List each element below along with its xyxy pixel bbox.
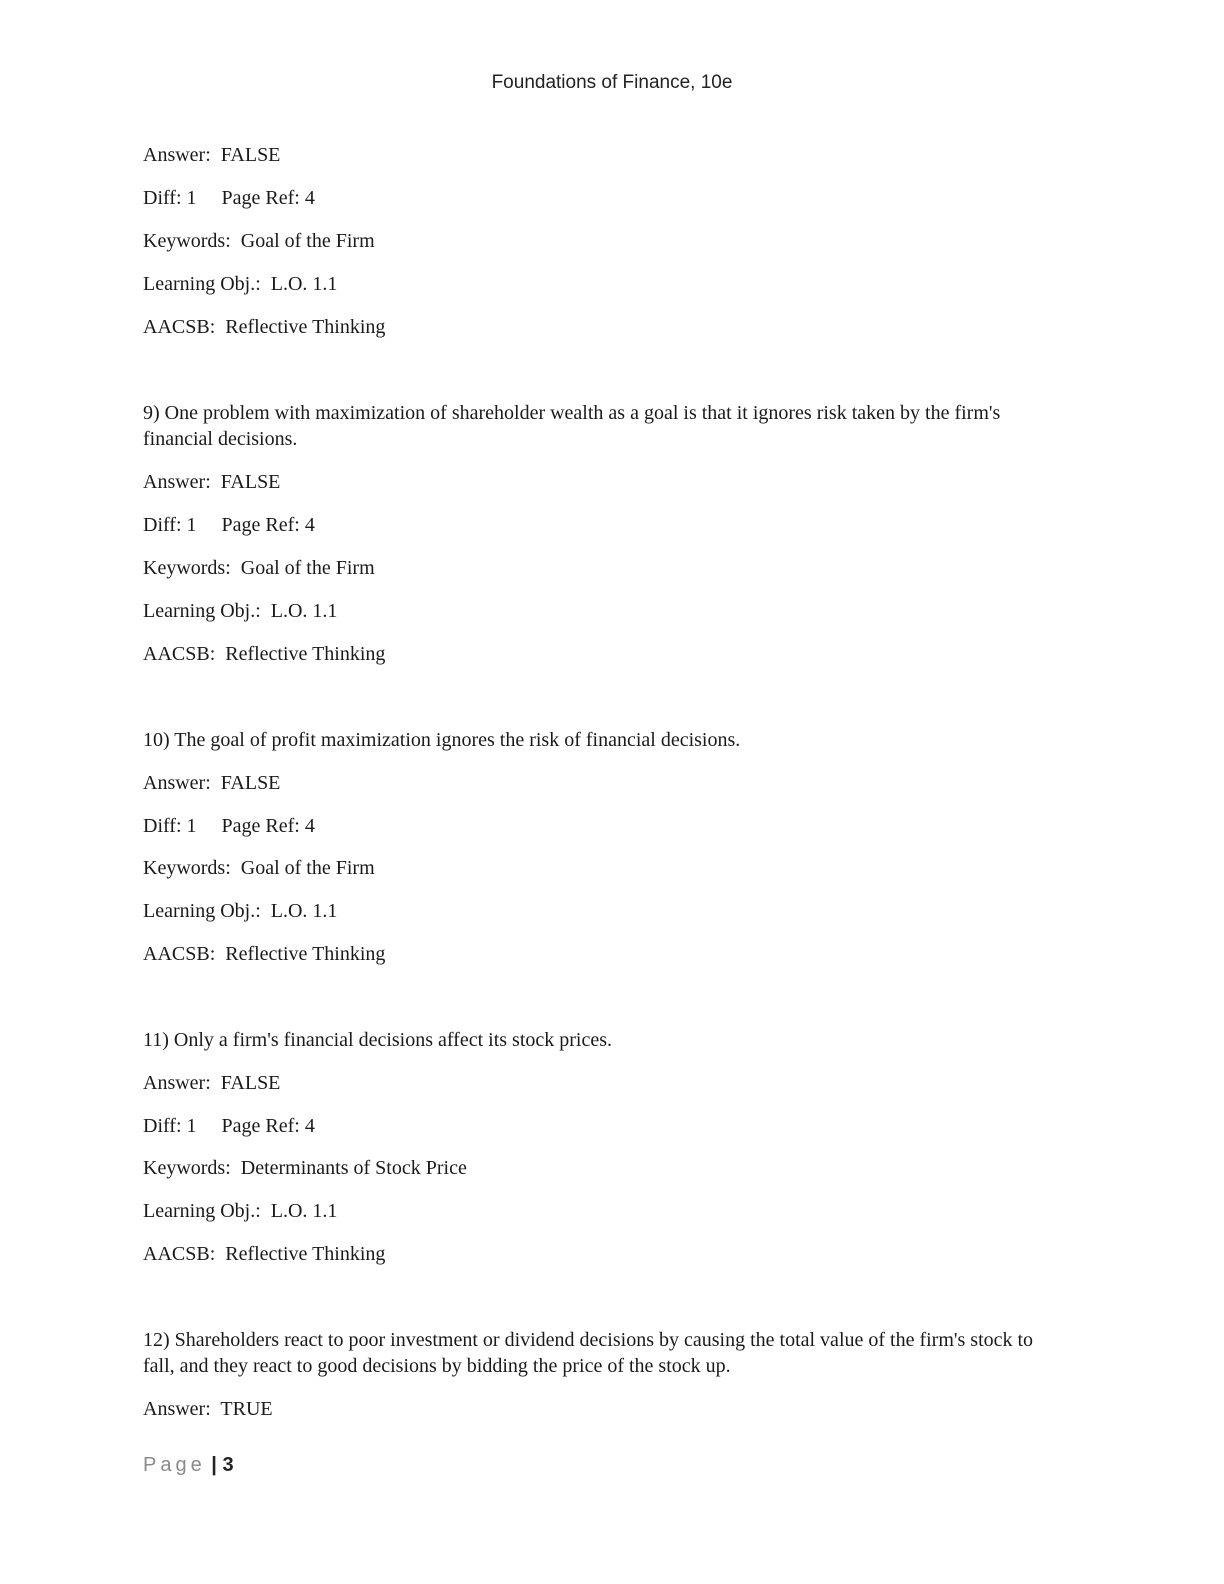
- aacsb-line: AACSB: Reflective Thinking: [143, 316, 386, 338]
- answer-line: Answer: FALSE: [143, 144, 281, 166]
- page-number: 3: [222, 1454, 234, 1476]
- answer-line: Answer: FALSE: [143, 1072, 281, 1094]
- aacsb-line: AACSB: Reflective Thinking: [143, 943, 386, 965]
- keywords-line: Keywords: Goal of the Firm: [143, 230, 375, 252]
- learning-obj-line: Learning Obj.: L.O. 1.1: [143, 1200, 338, 1222]
- page-separator: |: [211, 1454, 217, 1476]
- keywords-line: Keywords: Determinants of Stock Price: [143, 1157, 467, 1179]
- keywords-line: Keywords: Goal of the Firm: [143, 557, 375, 579]
- learning-obj-line: Learning Obj.: L.O. 1.1: [143, 600, 338, 622]
- answer-line: Answer: TRUE: [143, 1398, 273, 1420]
- aacsb-line: AACSB: Reflective Thinking: [143, 1243, 386, 1265]
- question-12: 12) Shareholders react to poor investment or dividend decisions by causing the total value of the firm's stock to fall, and they react to good decisions by bidding the price of the stock up.: [143, 1329, 1034, 1377]
- diff-line: Diff: 1 Page Ref: 4: [143, 1115, 315, 1137]
- keywords-line: Keywords: Goal of the Firm: [143, 857, 375, 879]
- learning-obj-line: Learning Obj.: L.O. 1.1: [143, 900, 338, 922]
- answer-line: Answer: FALSE: [143, 772, 281, 794]
- diff-line: Diff: 1 Page Ref: 4: [143, 815, 315, 837]
- question-11: 11) Only a firm's financial decisions affect its stock prices.: [143, 1029, 613, 1051]
- page-footer: [143, 1454, 234, 1477]
- page-header: Foundations of Finance, 10e: [491, 72, 733, 93]
- answer-line: Answer: FALSE: [143, 471, 281, 493]
- question-10: 10) The goal of profit maximization ignores the risk of financial decisions.: [143, 729, 741, 751]
- question-9: 9) One problem with maximization of shareholder wealth as a goal is that it ignores risk taken by the firm's financial decisions.: [143, 402, 1001, 450]
- aacsb-line: AACSB: Reflective Thinking: [143, 643, 386, 665]
- learning-obj-line: Learning Obj.: L.O. 1.1: [143, 273, 338, 295]
- page-label: Page: [143, 1454, 206, 1476]
- diff-line: Diff: 1 Page Ref: 4: [143, 187, 315, 209]
- diff-line: Diff: 1 Page Ref: 4: [143, 514, 315, 536]
